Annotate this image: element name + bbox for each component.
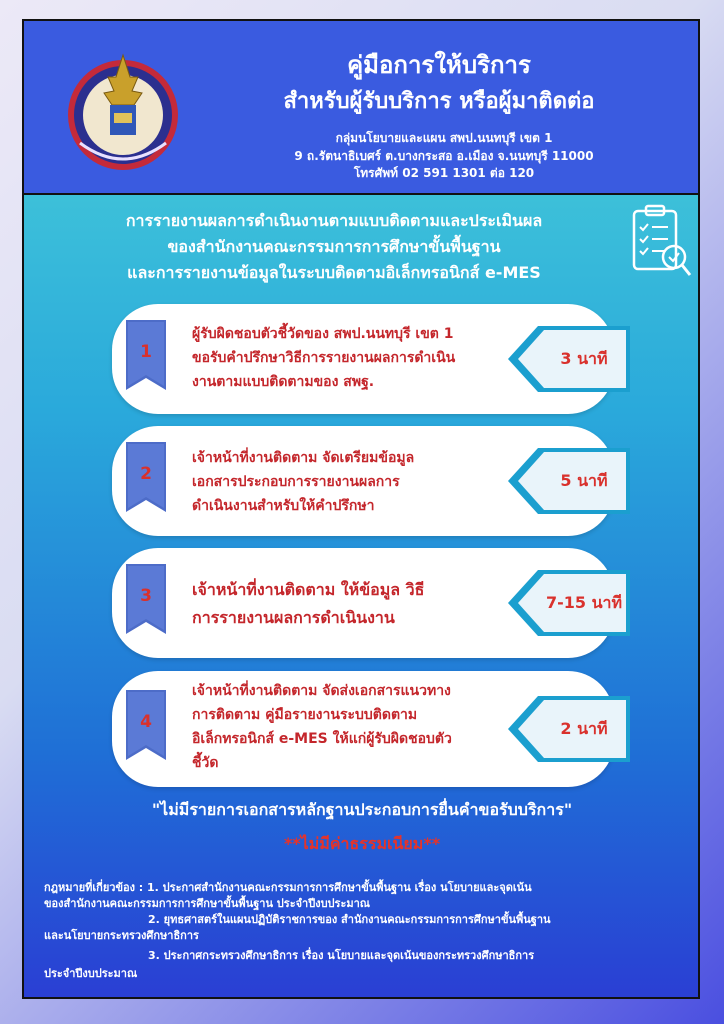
time-label: 5 นาที bbox=[560, 471, 608, 490]
law-line-6: ประจำปีงบประมาณ bbox=[44, 967, 138, 980]
section-title-line3: และการรายงานข้อมูลในระบบติดตามอิเล็กทรอนิกส์ e-MES bbox=[127, 263, 541, 282]
step-card-1 bbox=[112, 304, 612, 414]
step-number: 3 bbox=[140, 586, 152, 606]
header-phone: โทรศัพท์ 02 591 1301 ต่อ 120 bbox=[353, 166, 535, 180]
law-line-3: 2. ยุทธศาสตร์ในแผนปฏิบัติราชการของ สำนักงานคณะกรรมการการศึกษาขั้นพื้นฐาน bbox=[148, 913, 551, 926]
time-label: 2 นาที bbox=[560, 719, 608, 738]
step-description bbox=[192, 322, 455, 394]
step-card-4 bbox=[112, 671, 612, 787]
step-description bbox=[192, 679, 452, 775]
step-number: 1 bbox=[140, 342, 152, 362]
time-tab bbox=[508, 696, 630, 762]
header-address: 9 ถ.รัตนาธิเบศร์ ต.บางกระสอ อ.เมือง จ.นนทบุรี 11000 bbox=[294, 149, 594, 163]
step-number-badge bbox=[126, 690, 166, 768]
law-line-1: กฎหมายที่เกี่ยวข้อง : 1. ประกาศสำนักงานคณะกรรมการการศึกษาขั้นพื้นฐาน เรื่อง นโยบายและจุดเน้น bbox=[44, 881, 532, 894]
step-line: เจ้าหน้าที่งานติดตาม ให้ข้อมูล วิธี bbox=[192, 580, 425, 599]
office-emblem-icon bbox=[60, 47, 186, 173]
step-description bbox=[192, 576, 424, 632]
time-tab bbox=[508, 448, 630, 514]
step-line: เอกสารประกอบการรายงานผลการ bbox=[192, 474, 400, 490]
step-number-badge bbox=[126, 564, 166, 642]
header-title-line2: สำหรับผู้รับบริการ หรือผู้มาติดต่อ bbox=[283, 89, 595, 114]
time-tab bbox=[508, 570, 630, 636]
section-title-line2: ของสำนักงานคณะกรรมการการศึกษาขั้นพื้นฐาน bbox=[167, 237, 501, 256]
step-line: อิเล็กทรอนิกส์ e-MES ให้แก่ผู้รับผิดชอบตัว bbox=[192, 731, 452, 747]
law-line-4: และนโยบายกระทรวงศึกษาธิการ bbox=[44, 929, 199, 942]
step-card-2 bbox=[112, 426, 612, 536]
section-title-line1: การรายงานผลการดำเนินงานตามแบบติดตามและประเมินผล bbox=[125, 211, 543, 230]
header-banner bbox=[24, 21, 698, 195]
no-fee-note: **ไม่มีค่าธรรมเนียม** bbox=[283, 834, 441, 853]
time-tab bbox=[508, 326, 630, 392]
step-line: งานตามแบบติดตามของ สพฐ. bbox=[192, 374, 375, 390]
step-line: การติดตาม คู่มือรายงานระบบติดตาม bbox=[192, 707, 418, 723]
step-line: ดำเนินงานสำหรับให้คำปรึกษา bbox=[192, 498, 375, 514]
clipboard-checklist-icon bbox=[628, 203, 694, 283]
step-line: ขอรับคำปรึกษาวิธีการรายงานผลการดำเนิน bbox=[192, 350, 456, 366]
step-line: เจ้าหน้าที่งานติดตาม จัดส่งเอกสารแนวทาง bbox=[192, 683, 451, 699]
step-line: ผู้รับผิดชอบตัวชี้วัดของ สพป.นนทบุรี เขต 1 bbox=[192, 326, 454, 342]
time-label: 3 นาที bbox=[560, 349, 608, 368]
step-number-badge bbox=[126, 320, 166, 398]
step-line: เจ้าหน้าที่งานติดตาม จัดเตรียมข้อมูล bbox=[192, 450, 415, 466]
step-number: 4 bbox=[140, 712, 152, 732]
law-line-2: ของสำนักงานคณะกรรมการการศึกษาขั้นพื้นฐาน ประจำปีงบประมาณ bbox=[44, 897, 370, 910]
law-line-5: 3. ประกาศกระทรวงศึกษาธิการ เรื่อง นโยบายและจุดเน้นของกระทรวงศึกษาธิการ bbox=[148, 949, 535, 962]
no-documents-note: "ไม่มีรายการเอกสารหลักฐานประกอบการยื่นคำขอรับบริการ" bbox=[151, 800, 573, 819]
header-org: กลุ่มนโยบายและแผน สพป.นนทบุรี เขต 1 bbox=[335, 131, 553, 145]
step-line: ชี้วัด bbox=[192, 755, 219, 771]
step-description bbox=[192, 446, 414, 518]
step-number: 2 bbox=[140, 464, 152, 484]
step-line: การรายงานผลการดำเนินงาน bbox=[192, 608, 395, 627]
step-number-badge bbox=[126, 442, 166, 520]
time-label: 7-15 นาที bbox=[545, 593, 623, 612]
header-title-line1: คู่มือการให้บริการ bbox=[347, 51, 531, 79]
step-card-3 bbox=[112, 548, 623, 658]
